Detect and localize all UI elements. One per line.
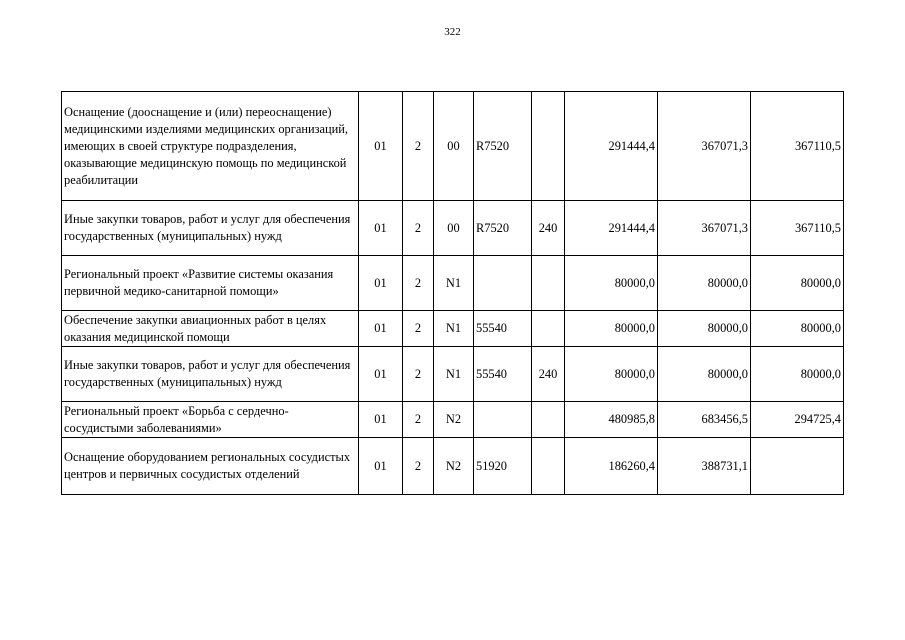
table-row xyxy=(62,201,844,256)
code-cell: 01 xyxy=(359,201,403,256)
target-article-cell: 51920 xyxy=(474,438,532,495)
target-article-cell: R7520 xyxy=(474,201,532,256)
table-row xyxy=(62,256,844,311)
target-article-cell: 55540 xyxy=(474,311,532,347)
amount-cell: 480985,8 xyxy=(565,402,658,438)
amount-cell: 294725,4 xyxy=(751,402,844,438)
row-name-cell: Региональный проект «Развитие системы оказания первичной медико-санитарной помощи» xyxy=(62,256,359,311)
expense-type-cell xyxy=(532,92,565,201)
amount-cell: 80000,0 xyxy=(565,311,658,347)
table-row xyxy=(62,402,844,438)
target-article-cell: 55540 xyxy=(474,347,532,402)
code-cell: 00 xyxy=(434,92,474,201)
row-name-cell: Региональный проект «Борьба с сердечно-сосудистыми заболеваниями» xyxy=(62,402,359,438)
amount-cell: 186260,4 xyxy=(565,438,658,495)
code-cell: 2 xyxy=(403,438,434,495)
code-cell: N2 xyxy=(434,438,474,495)
code-cell: N2 xyxy=(434,402,474,438)
target-article-cell: R7520 xyxy=(474,92,532,201)
code-cell: 2 xyxy=(403,92,434,201)
code-cell: 2 xyxy=(403,402,434,438)
expense-type-cell: 240 xyxy=(532,201,565,256)
code-cell: 01 xyxy=(359,92,403,201)
amount-cell: 367110,5 xyxy=(751,92,844,201)
code-cell: 01 xyxy=(359,438,403,495)
amount-cell: 683456,5 xyxy=(658,402,751,438)
table-row xyxy=(62,347,844,402)
amount-cell: 80000,0 xyxy=(565,256,658,311)
budget-table xyxy=(61,91,844,495)
code-cell: 01 xyxy=(359,256,403,311)
amount-cell: 367071,3 xyxy=(658,92,751,201)
row-name-cell: Оснащение (дооснащение и (или) переоснащение) медицинскими изделиями медицинских организаций, имеющих в своей структуре подразделения, оказывающие медицинскую помощь по медицинской реабилитации xyxy=(62,92,359,201)
amount-cell: 291444,4 xyxy=(565,92,658,201)
amount-cell: 80000,0 xyxy=(751,311,844,347)
code-cell: 00 xyxy=(434,201,474,256)
row-name-cell: Оснащение оборудованием региональных сосудистых центров и первичных сосудистых отделений xyxy=(62,438,359,495)
row-name-cell: Обеспечение закупки авиационных работ в целях оказания медицинской помощи xyxy=(62,311,359,347)
code-cell: 2 xyxy=(403,201,434,256)
code-cell: N1 xyxy=(434,347,474,402)
code-cell: 2 xyxy=(403,347,434,402)
code-cell: N1 xyxy=(434,256,474,311)
row-name-cell: Иные закупки товаров, работ и услуг для обеспечения государственных (муниципальных) нужд xyxy=(62,347,359,402)
expense-type-cell xyxy=(532,256,565,311)
code-cell: N1 xyxy=(434,311,474,347)
expense-type-cell: 240 xyxy=(532,347,565,402)
code-cell: 01 xyxy=(359,347,403,402)
table-row xyxy=(62,92,844,201)
amount-cell: 291444,4 xyxy=(565,201,658,256)
amount-cell: 388731,1 xyxy=(658,438,751,495)
page-number: 322 xyxy=(444,26,461,38)
row-name-cell: Иные закупки товаров, работ и услуг для обеспечения государственных (муниципальных) нужд xyxy=(62,201,359,256)
code-cell: 2 xyxy=(403,311,434,347)
amount-cell: 80000,0 xyxy=(565,347,658,402)
amount-cell: 80000,0 xyxy=(658,256,751,311)
amount-cell: 80000,0 xyxy=(658,347,751,402)
amount-cell: 367071,3 xyxy=(658,201,751,256)
amount-cell: 367110,5 xyxy=(751,201,844,256)
amount-cell: 80000,0 xyxy=(751,256,844,311)
expense-type-cell xyxy=(532,438,565,495)
table-row xyxy=(62,438,844,495)
target-article-cell xyxy=(474,256,532,311)
code-cell: 01 xyxy=(359,311,403,347)
amount-cell: 80000,0 xyxy=(658,311,751,347)
code-cell: 01 xyxy=(359,402,403,438)
code-cell: 2 xyxy=(403,256,434,311)
table-row xyxy=(62,311,844,347)
expense-type-cell xyxy=(532,311,565,347)
amount-cell xyxy=(751,438,844,495)
amount-cell: 80000,0 xyxy=(751,347,844,402)
expense-type-cell xyxy=(532,402,565,438)
target-article-cell xyxy=(474,402,532,438)
